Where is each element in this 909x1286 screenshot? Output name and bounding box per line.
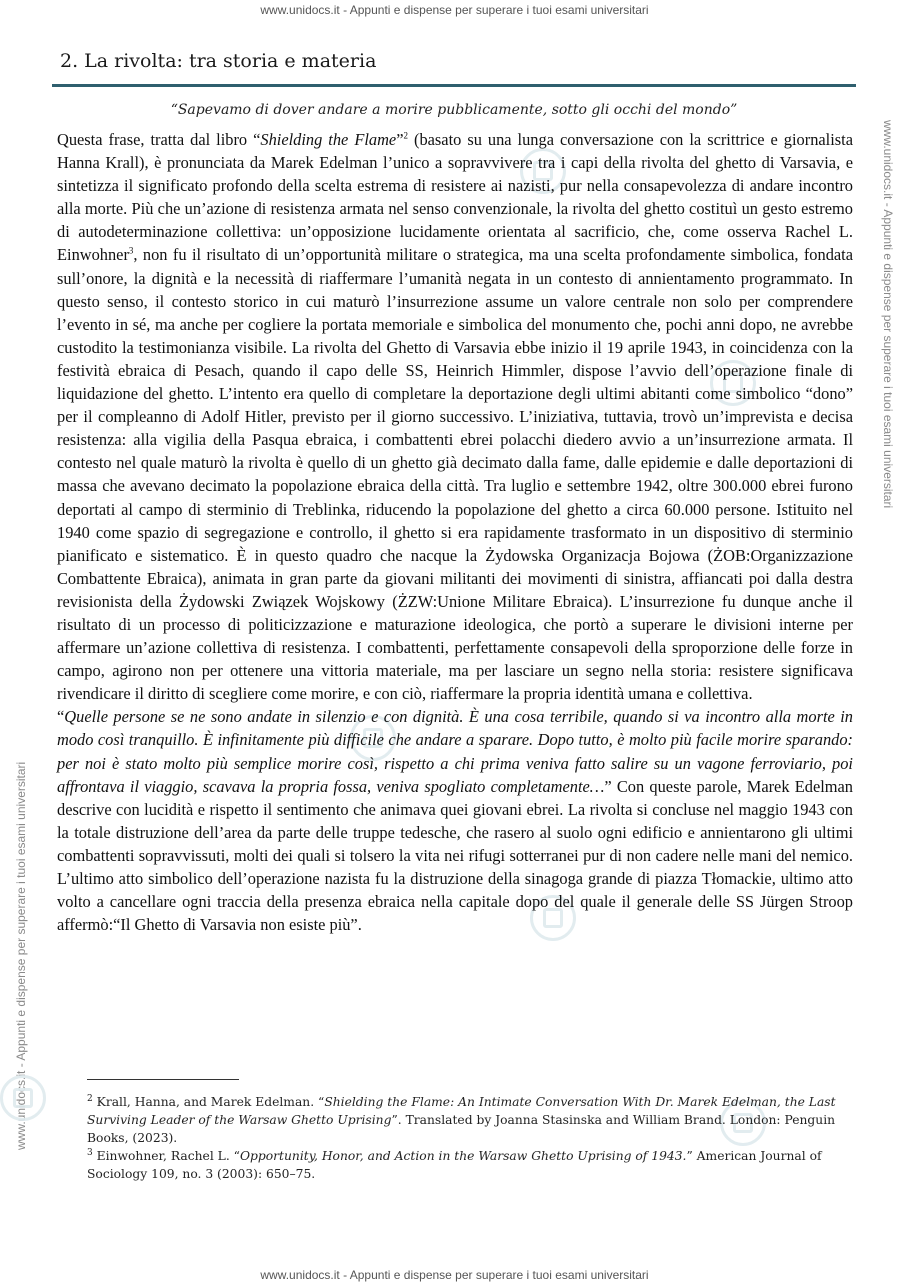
edelman-quote: Quelle persone se ne sono andate in silenzio e con dignità. È una cosa terribile, quando si va incontro alla morte in modo così tranquillo. È infinitamente più difficile che andare a sparare. Dopo tutto, è molto più facile morire sparando: per noi è stato molto più semplice morire così, rispetto a chi prima veniva fatto salire su un vagone ferroviario, poi affrontava il viaggio, scavava la propria fossa, veniva spogliato completamente… bbox=[57, 707, 853, 796]
footnote-3: $^3$ Einwohner, Rachel L. “Opportunity, Honor, and Action in the Warsaw Ghetto Uprising of 1943.” American Journal of Sociology 109, no. 3 (2003): 650–75. bbox=[87, 1147, 822, 1181]
paragraph: “Quelle persone se ne sono andate in silenzio e con dignità. È una cosa terribile, quando si va incontro alla morte in modo così tranquillo. È infinitamente più difficile che andare a sparare. Dopo tutto, è molto più facile morire sparando: per noi è stato molto più semplice morire così, rispetto a chi prima veniva fatto salire su un vagone ferroviario, poi affrontava il viaggio, scavava la propria fossa, veniva spogliato completamente…” Con queste parole, Marek Edelman descrive con lucidità e rispetto il sentimento che animava quei giovani ebrei. La rivolta si concluse nel maggio 1943 con la totale distruzione dell’area da parte delle truppe tedesche, che rasero al suolo ogni edificio e annientarono gli ultimi combattenti sopravvissuti, molti dei quali si tolsero la vita nei rifugi sotterranei pur di non cadere nelle mani del nemico. L’ultimo atto simbolico dell’operazione nazista fu la distruzione della sinagoga grande di piazza Tłomackie, ultimo atto volto a cancellare ogni traccia della presenza ebraica nella capitale dopo del quale il generale delle SS Jürgen Stroop affermò:“Il Ghetto di Varsavia non esiste più”. bbox=[57, 707, 853, 935]
site-banner-right: www.unidocs.it - Appunti e dispense per superare i tuoi esami universitari bbox=[881, 120, 895, 509]
paragraph: Questa frase, tratta dal libro “Shielding the Flame”$^2$ (basato su una lunga conversazione con la scrittrice e giornalista Hanna Krall), è pronunciata da Marek Edelman l’unico a sopravvivere tra i capi della rivolta del ghetto di Varsavia, e sintetizza il significato profondo della scelta estrema di resistere ai nazisti, pur nella consapevolezza di andare incontro alla morte. Più che un’azione di resistenza armata nel senso convenzionale, la rivolta del ghetto costituì un gesto estremo di autodeterminazione collettiva: un’opposizione lucidamente orientata al sacrificio, che, come osserva Rachel L. Einwohner$^3$, non fu il risultato di un’opportunità militare o strategica, ma una scelta profondamente simbolica, fondata sull’onore, la dignità e la necessità di riaffermare l’umanità negata in un contesto di annientamento programmato. In questo senso, il contesto storico in cui maturò l’insurrezione assume un valore centrale non solo per comprendere l’evento in sé, ma anche per cogliere la portata memoriale e simbolica del monumento che, pochi anni dopo, ne avrebbe custodito la testimonianza visibile. La rivolta del Ghetto di Varsavia ebbe inizio il 19 aprile 1943, in coincidenza con la festività ebraica di Pesach, quando il capo delle SS, Heinrich Himmler, dispose l’avvio dell’operazione finale di liquidazione del ghetto. L’intento era quello di completare la deportazione degli ultimi abitanti come simbolico “dono” per il compleanno di Adolf Hitler, previsto per il giorno successivo. L’iniziativa, tuttavia, trovò un’imprevista e decisa resistenza: alla vigilia della Pasqua ebraica, i combattenti ebrei polacchi diedero avvio a un’insurrezione armata. Il contesto nel quale maturò la rivolta è quello di un ghetto già decimato dalla fame, dalle epidemie e dalle deportazioni di massa che avevano decimato la popolazione ebraica della città. Tra luglio e settembre 1942, oltre 300.000 ebrei furono deportati al campo di sterminio di Treblinka, riducendo la popolazione del ghetto a circa 60.000 persone. Istituito nel 1940 come spazio di segregazione e controllo, il ghetto si era rapidamente trasformato in un dispositivo di sterminio pianificato e sistematico. È in questo quadro che nacque la Żydowska Organizacja Bojowa (ŻOB:Organizzazione Combattente Ebraica), animata in gran parte da giovani militanti dei movimenti di sinistra, affiancati poi dalla destra revisionista della Żydowski Związek Wojskowy (ŻZW:Unione Militare Ebraica). L’insurrezione fu dunque anche il risultato di un processo di politicizzazione e maturazione ideologica, che portò a superare le divisioni interne per affermare un’azione collettiva di resistenza. I combattenti, perfettamente consapevoli della sproporzione delle forze in campo, agirono non per ottenere una vittoria materiale, ma per lasciare un segno nella storia: resistere significava rivendicare il diritto di scegliere come morire, e con ciò, riaffermare la propria identità umana e collettiva. bbox=[57, 130, 853, 704]
footnotes bbox=[87, 1093, 847, 1183]
site-banner-left: www.unidocs.it - Appunti e dispense per superare i tuoi esami universitari bbox=[14, 761, 28, 1150]
site-banner-bottom: www.unidocs.it - Appunti e dispense per superare i tuoi esami universitari bbox=[260, 1268, 649, 1282]
site-banner-top: www.unidocs.it - Appunti e dispense per superare i tuoi esami universitari bbox=[260, 3, 649, 17]
footnote-ref-2[interactable]: 2 bbox=[403, 130, 408, 141]
epigraph: “Sapevamo di dover andare a morire pubblicamente, sotto gli occhi del mondo” bbox=[170, 102, 738, 118]
book-title: Shielding the Flame bbox=[260, 130, 397, 149]
section-title: 2. La rivolta: tra storia e materia bbox=[60, 50, 377, 72]
footnote-ref-3[interactable]: 3 bbox=[128, 246, 134, 256]
title-divider bbox=[52, 84, 856, 87]
watermark-logo-icon bbox=[0, 1075, 46, 1121]
main-text bbox=[57, 128, 853, 936]
footnote-divider bbox=[87, 1079, 239, 1080]
footnote-2: $^2$ Krall, Hanna, and Marek Edelman. “Shielding the Flame: An Intimate Conversation With Dr. Marek Edelman, the Last Surviving Leader of the Warsaw Ghetto Uprising”. Translated by Joanna Stasinska and William Brand. London: Penguin Books, (2023). bbox=[87, 1093, 836, 1145]
